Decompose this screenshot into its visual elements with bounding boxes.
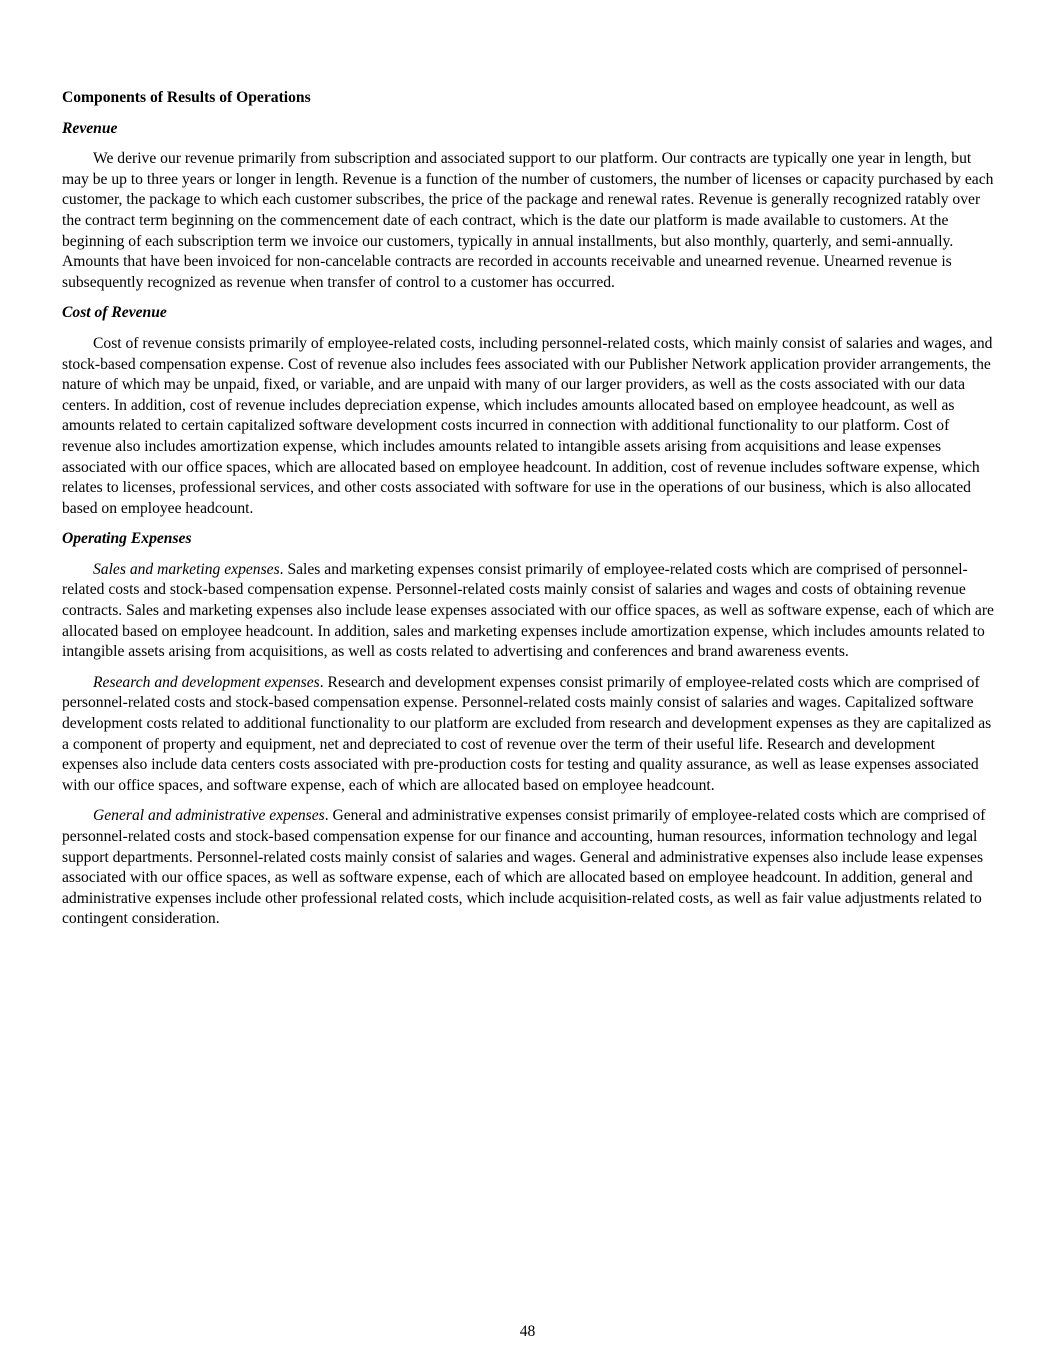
general-admin-paragraph [62, 806, 995, 930]
research-development-text: . Research and development expenses consist primarily of employee-related costs which are comprised of personnel-related costs and stock-based compensation expense. Personnel-related costs mainly consist of salaries and wages. Capitalized software development costs related to additional functionality to our platform are excluded from research and development expenses as they are capitalized as a component of property and equipment, net and depreciated to cost of revenue over the term of their useful life. Research and development expenses also include data centers costs associated with pre-production costs for testing and quality assurance, as well as lease expenses associated with our office spaces, and software expense, each of which are allocated based on employee headcount. [62, 673, 992, 794]
research-development-lead: Research and development expenses [93, 673, 320, 691]
revenue-paragraph: We derive our revenue primarily from subscription and associated support to our platform. Our contracts are typically one year in length, but may be up to three years or longer in length. Revenue is a function of the number of customers, the number of licenses or capacity purchased by each customer, the package to which each customer subscribes, the price of the package and renewal rates. Revenue is generally recognized ratably over the contract term beginning on the commencement date of each contract, which is the date our platform is made available to customers. At the beginning of each subscription term we invoice our customers, typically in annual installments, but also monthly, quarterly, and semi-annually. Amounts that have been invoiced for non-cancelable contracts are recorded in accounts receivable and unearned revenue. Unearned revenue is subsequently recognized as revenue when transfer of control to a customer has occurred. [62, 150, 994, 291]
sales-marketing-text: . Sales and marketing expenses consist primarily of employee-related costs which are comprised of personnel-related costs and stock-based compensation expense. Personnel-related costs mainly consist of salaries and wages and costs of obtaining revenue contracts. Sales and marketing expenses also include lease expenses associated with our office spaces, as well as software expense, each of which are allocated based on employee headcount. In addition, sales and marketing expenses include amortization expense, which includes amounts related to intangible assets arising from acquisitions, as well as costs related to advertising and conferences and brand awareness events. [62, 560, 994, 661]
document-page [62, 88, 995, 940]
revenue-heading: Revenue [62, 119, 118, 137]
sales-marketing-lead: Sales and marketing expenses [93, 560, 280, 578]
section-title: Components of Results of Operations [62, 89, 311, 106]
general-admin-lead: General and administrative expenses [93, 807, 325, 825]
cost-of-revenue-heading: Cost of Revenue [62, 304, 167, 322]
operating-expenses-heading: Operating Expenses [62, 530, 192, 548]
sales-marketing-paragraph [62, 560, 995, 663]
research-development-paragraph [62, 673, 995, 797]
page-number: 48 [519, 1323, 536, 1340]
cost-of-revenue-paragraph: Cost of revenue consists primarily of employee-related costs, including personnel-related costs, which mainly consist of salaries and wages, and stock-based compensation expense. Cost of revenue also includes fees associated with our Publisher Network application provider arrangements, the nature of which may be unpaid, fixed, or variable, and are unpaid with many of our larger providers, as well as the costs associated with our data centers. In addition, cost of revenue includes depreciation expense, which includes amounts allocated based on employee headcount, as well as amounts related to certain capitalized software development costs incurred in connection with additional functionality to our platform. Cost of revenue also includes amortization expense, which includes amounts related to intangible assets arising from acquisitions and lease expenses associated with our office spaces, which are allocated based on employee headcount. In addition, cost of revenue includes software expense, which relates to licenses, professional services, and other costs associated with software for use in the operations of our business, which is also allocated based on employee headcount. [62, 334, 993, 517]
general-admin-text: . General and administrative expenses consist primarily of employee-related costs which are comprised of personnel-related costs and stock-based compensation expense for our finance and accounting, human resources, information technology and legal support departments. Personnel-related costs mainly consist of salaries and wages. General and administrative expenses also include lease expenses associated with our office spaces, as well as software expense, each of which are allocated based on employee headcount. In addition, general and administrative expenses include other professional related costs, which include acquisition-related costs, as well as fair value adjustments related to contingent consideration. [62, 807, 986, 928]
